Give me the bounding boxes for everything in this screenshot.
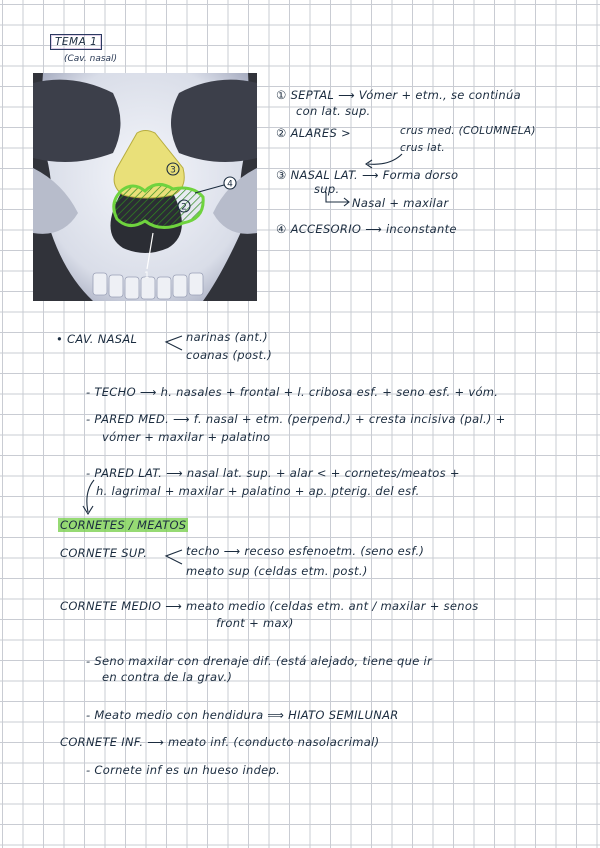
nasal-cartilage-illustration (33, 73, 257, 301)
legend-nasal-lat-line1: ③ NASAL LAT. ⟶ Forma dorso (276, 168, 459, 182)
note-seno-maxilar-1: - Seno maxilar con drenaje dif. (está alejado, tiene que ir (86, 654, 433, 668)
branch-arrow-icon (322, 192, 352, 208)
note-seno-maxilar-2: en contra de la grav.) (102, 670, 233, 684)
wall-pared-med-2: vómer + maxilar + palatino (102, 430, 271, 444)
cornete-medio-1: CORNETE MEDIO ⟶ meato medio (celdas etm. ant / maxilar + senos (60, 599, 479, 613)
branch-bracket-icon-2 (160, 544, 188, 574)
down-arrow-icon (80, 478, 100, 518)
page-subtitle: (Cav. nasal) (64, 54, 118, 64)
cornete-inf: CORNETE INF. ⟶ meato inf. (conducto nasolacrimal) (60, 735, 380, 749)
legend-alares-branch2: crus lat. (400, 142, 446, 154)
section-heading-text: CORNETES / MEATOS (60, 518, 187, 532)
note-hiato-semilunar: - Meato medio con hendidura ⟹ HIATO SEMILUNAR (86, 708, 399, 722)
section-heading (58, 518, 188, 532)
wall-techo: - TECHO ⟶ h. nasales + frontal + l. cribosa esf. + seno esf. + vóm. (86, 385, 499, 399)
note-cornete-inf: - Cornete inf es un hueso indep. (86, 763, 281, 777)
cav-nasal-branch2: coanas (post.) (186, 348, 273, 362)
cav-nasal-branch1: narinas (ant.) (186, 330, 268, 344)
wall-pared-lat-2: h. lagrimal + maxilar + palatino + ap. pterig. del esf. (96, 484, 420, 498)
cornete-sup-branch2: meato sup (celdas etm. post.) (186, 564, 368, 578)
figure-label-4: 4 (227, 179, 233, 190)
figure-label-3: 3 (170, 165, 176, 176)
legend-nasal-lat-line2: sup. (314, 182, 340, 196)
cav-nasal-label: • CAV. NASAL (56, 332, 138, 346)
wall-pared-med-1: - PARED MED. ⟶ f. nasal + etm. (perpend.) + cresta incisiva (pal.) + (86, 412, 506, 426)
figure-label-2: 2 (181, 202, 187, 213)
legend-septal-line1: ① SEPTAL ⟶ Vómer + etm., se continúa (276, 88, 521, 102)
cornete-sup-branch1: techo ⟶ receso esfenoetm. (seno esf.) (186, 544, 425, 558)
legend-alares-line1: ② ALARES > (276, 126, 351, 140)
cornete-sup-label: CORNETE SUP. (60, 546, 148, 560)
legend-nasal-lat-line3: Nasal + maxilar (352, 196, 449, 210)
wall-pared-lat-1: - PARED LAT. ⟶ nasal lat. sup. + alar < + cornetes/meatos + (86, 466, 460, 480)
figure-label-1: 1 (144, 271, 150, 281)
legend-alares-branch1: crus med. (COLUMNELA) (400, 125, 536, 137)
branch-bracket-icon (160, 330, 188, 360)
legend-accesorio: ④ ACCESORIO ⟶ inconstante (276, 222, 457, 236)
legend-septal-line2: con lat. sup. (296, 104, 371, 118)
cornete-medio-2: front + max) (216, 616, 294, 630)
page-title: TEMA 1 (50, 34, 102, 50)
